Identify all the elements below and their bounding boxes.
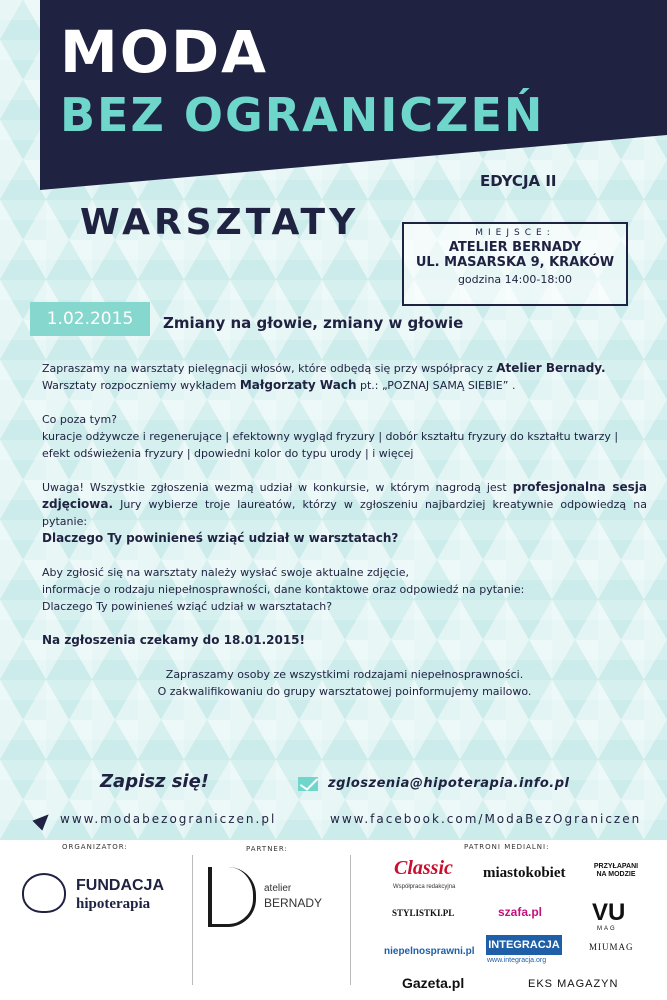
contest-text: Uwaga! Wszystkie zgłoszenia wezmą udział w konkursie, w którym nagrodą jest [42, 481, 513, 494]
envelope-icon [298, 777, 318, 791]
partner-name-1: atelier [264, 883, 292, 894]
offer-list-1: kuracje odżywcze i regenerujące | efektowny wygląd fryzury | dobór kształtu fryzury do kształtu twarzy | [42, 430, 619, 443]
media-eks: EKS MAGAZYN [528, 978, 619, 990]
partner-name-2: BERNADY [264, 896, 323, 910]
email-row[interactable] [298, 776, 570, 791]
media-miumag: MIUMAG [589, 942, 634, 952]
media-classic-sub: Współpraca redakcyjna [393, 884, 456, 890]
media-integracja-url: www.integracja.org [487, 957, 547, 964]
media-przylapani: PRZYŁAPANI NA MODZIE [593, 863, 639, 878]
intro-lecturer: Małgorzaty Wach [239, 378, 357, 392]
section-title: WARSZTATY [80, 202, 360, 243]
edition-label: EDYCJA II [480, 172, 557, 190]
location-name: ATELIER BERNADY [448, 240, 582, 255]
media-vu: VU [592, 899, 626, 926]
contest-prize: profesjonalna sesja zdjęciowa. [42, 480, 647, 511]
media-classic: Classic [394, 857, 453, 879]
intro-text: Zapraszamy na warsztaty pielęgnacji włosów, które odbędą się przy współpracy z [42, 362, 497, 375]
intro-lecture: Warsztaty rozpoczniemy wykładem [42, 379, 240, 392]
location-address: UL. MASARSKA 9, KRAKÓW [415, 255, 615, 270]
contest-question: Dlaczego Ty powinieneś wziąć udział w warsztatach? [42, 531, 399, 545]
closing-1: Zapraszamy osoby ze wszystkimi rodzajami niepełnosprawności. [165, 668, 524, 681]
deadline: Na zgłoszenia czekamy do 18.01.2015! [42, 633, 306, 647]
facebook-link[interactable]: www.facebook.com/ModaBezOgraniczen [330, 812, 642, 826]
intro-lecture-title: pt.: „POZNAJ SAMĄ SIEBIE” . [356, 379, 516, 392]
media-miastokobiet: miastokobiet [483, 865, 566, 881]
media-caption: PATRONI MEDIALNI: [464, 843, 550, 851]
offer-list-2: efekt odświeżenia fryzury | dpowiedni kolor do typu urody | i więcej [42, 447, 414, 460]
website-link[interactable]: www.modabezograniczen.pl [60, 812, 277, 826]
paragraph-question [42, 530, 647, 547]
media-gazeta: Gazeta.pl [402, 975, 465, 991]
body-text [42, 360, 647, 717]
location-hours: godzina 14:00-18:00 [457, 273, 573, 286]
intro-atelier: Atelier Bernady. [496, 361, 606, 375]
paragraph-deadline [42, 632, 647, 649]
signup-heading: Zapisz się! [100, 771, 210, 792]
partner-caption: PARTNER: [246, 845, 288, 853]
organizer-subname: hipoterapia [76, 896, 151, 912]
footer-divider [350, 855, 351, 985]
event-date: 1.02.2015 [30, 302, 150, 336]
media-szafa: szafa.pl [498, 905, 543, 919]
paragraph-contest [42, 479, 647, 530]
closing-2: O zakwalifikowaniu do grupy warsztatowej poinformujemy mailowo. [157, 685, 532, 698]
email-link[interactable]: zgloszenia@hipoterapia.info.pl [328, 776, 570, 791]
paragraph-closing [42, 666, 647, 700]
media-niepelnosprawni: niepelnosprawni.pl [384, 946, 475, 957]
howto-3: Dlaczego Ty powinieneś wziąć udział w warsztatach? [42, 600, 333, 613]
location-label: MIEJSCE: [475, 228, 555, 238]
footer-divider [192, 855, 193, 985]
media-vu-sub: MAG [597, 926, 617, 932]
howto-1: Aby zgłosić się na warsztaty należy wysłać swoje aktualne zdjęcie, [42, 566, 409, 579]
location-box [402, 222, 628, 306]
title-moda: MODA [60, 18, 269, 86]
organizer-name: FUNDACJA [76, 877, 164, 894]
offer-question: Co poza tym? [42, 413, 118, 426]
heart-horse-icon [22, 873, 66, 913]
media-integracja: INTEGRACJA [486, 935, 562, 955]
paragraph-howto [42, 564, 647, 615]
howto-2: informacje o rodzaju niepełnosprawności, dane kontaktowe oraz odpowiedź na pytanie: [42, 583, 525, 596]
paragraph-offer [42, 411, 647, 462]
media-stylistki: STYLISTKI.PL [392, 908, 455, 918]
event-subtitle: Zmiany na głowie, zmiany w głowie [163, 314, 464, 332]
sponsors-footer [0, 840, 667, 1000]
paragraph-intro [42, 360, 647, 394]
organizer-caption: ORGANIZATOR: [62, 843, 128, 851]
cursor-arrow-icon [32, 809, 53, 830]
contest-jury: Jury wybierze troje laureatów, którzy w zgłoszeniu najbardziej kreatywnie odpowiedzą na pytanie: [42, 498, 647, 528]
title-bez-ograniczen: BEZ OGRANICZEŃ [60, 88, 545, 142]
